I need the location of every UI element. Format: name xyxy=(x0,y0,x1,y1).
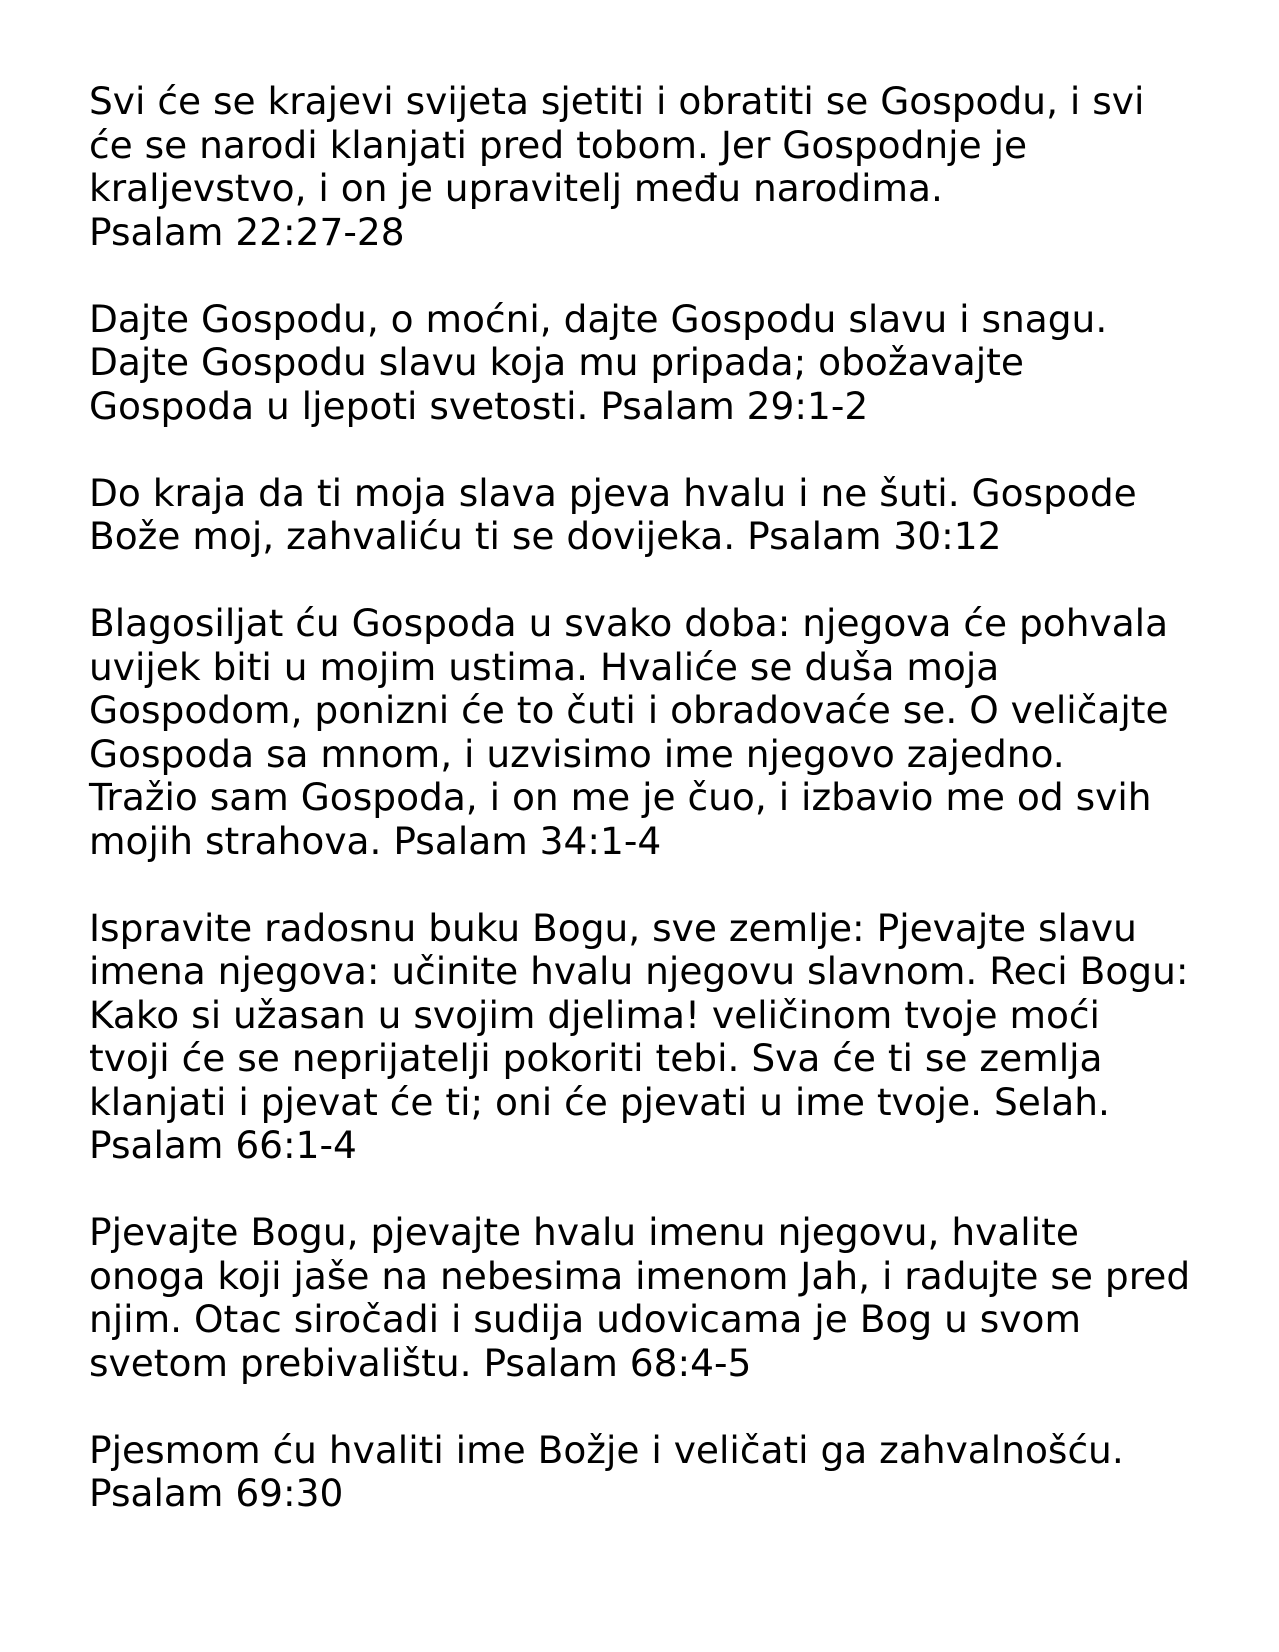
text-line: Psalam 66:1-4 xyxy=(89,1123,357,1167)
text-line: klanjati i pjevat će ti; oni će pjevati u ime tvoje. Selah. xyxy=(89,1079,1110,1124)
text-line: njim. Otac siročadi i sudija udovicama je Bog u svom xyxy=(89,1297,1081,1341)
text-line: svetom prebivalištu. Psalam 68:4-5 xyxy=(89,1340,752,1385)
text-line: Tražio sam Gospoda, i on me je čuo, i izbavio me od svih xyxy=(89,775,1152,819)
text-line: uvijek biti u mojim ustima. Hvaliće se duša moja xyxy=(89,644,1000,689)
text-line: Gospodom, ponizni će to čuti i obradovaće se. O veličajte xyxy=(89,688,1169,732)
text-line: Do kraja da ti moja slava pjeva hvalu i ne šuti. Gospode xyxy=(89,470,1137,515)
verse-paragraph xyxy=(89,80,1239,254)
text-line: Dajte Gospodu, o moćni, dajte Gospodu slavu i snagu. xyxy=(89,296,1108,341)
text-line: Psalam 22:27-28 xyxy=(89,209,405,254)
text-line: Dajte Gospodu slavu koja mu pripada; obožavajte xyxy=(89,340,1024,384)
text-line: kraljevstvo, i on je upravitelj među narodima. xyxy=(89,166,943,210)
verse-paragraph xyxy=(89,602,1239,863)
verse-paragraph xyxy=(89,1429,1239,1516)
text-line: imena njegova: učinite hvalu njegovu slavnom. Reci Bogu: xyxy=(89,949,1189,993)
text-line: Gospoda u ljepoti svetosti. Psalam 29:1-2 xyxy=(89,383,869,428)
verse-paragraph xyxy=(89,472,1239,559)
text-line: Ispravite radosnu buku Bogu, sve zemlje: Pjevajte slavu xyxy=(89,905,1137,950)
text-line: Psalam 69:30 xyxy=(89,1471,344,1515)
text-line: onoga koji jaše na nebesima imenom Jah, i radujte se pred xyxy=(89,1253,1191,1298)
verse-paragraph xyxy=(89,907,1239,1168)
text-line: Pjesmom ću hvaliti ime Božje i veličati ga zahvalnošću. xyxy=(89,1427,1124,1472)
text-line: tvoji će se neprijatelji pokoriti tebi. Sva će ti se zemlja xyxy=(89,1036,1103,1080)
text-line: Bože moj, zahvaliću ti se dovijeka. Psalam 30:12 xyxy=(89,514,1002,558)
text-line: Kako si užasan u svojim djelima! veličinom tvoje moći xyxy=(89,992,1100,1037)
text-line: Blagosiljat ću Gospoda u svako doba: njegova će pohvala xyxy=(89,601,1169,645)
text-line: mojih strahova. Psalam 34:1-4 xyxy=(89,818,662,863)
verse-paragraph xyxy=(89,298,1239,429)
document-body xyxy=(89,80,1239,1516)
text-line: će se narodi klanjati pred tobom. Jer Gospodnje je xyxy=(89,122,1028,167)
text-line: Gospoda sa mnom, i uzvisimo ime njegovo zajedno. xyxy=(89,731,1065,776)
text-line: Svi će se krajevi svijeta sjetiti i obratiti se Gospodu, i svi xyxy=(89,79,1145,123)
verse-paragraph xyxy=(89,1211,1239,1385)
text-line: Pjevajte Bogu, pjevajte hvalu imenu njegovu, hvalite xyxy=(89,1210,1079,1254)
